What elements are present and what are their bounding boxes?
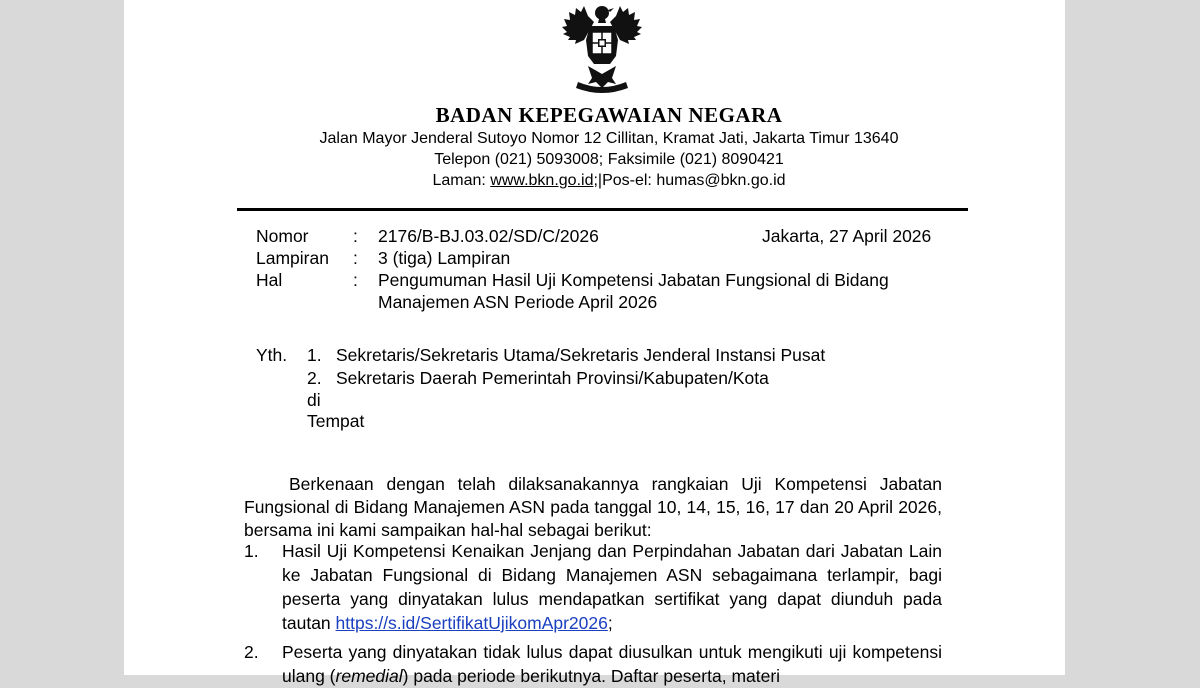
recipient-1-number: 1. bbox=[307, 345, 322, 365]
recipient-2: Sekretaris Daerah Pemerintah Provinsi/Kabupaten/Kota bbox=[336, 368, 769, 388]
point-1 bbox=[244, 539, 942, 635]
point-2-body-b: ) pada periode berikutnya. Daftar peserta, materi bbox=[402, 666, 781, 686]
website-link[interactable]: www.bkn.go.id bbox=[490, 172, 594, 189]
intro-paragraph: Berkenaan dengan telah dilaksanakannya rangkaian Uji Kompetensi Jabatan Fungsional di Bidang Manajemen ASN pada tanggal 10, 14, 15, 16, 17 dan 20 April 2026, bersama ini kami sampaikan hal-hal sebagai berikut: bbox=[244, 474, 942, 540]
yth-label: Yth. bbox=[256, 345, 288, 365]
contact-line bbox=[153, 170, 1065, 191]
letter-date: Jakarta, 27 April 2026 bbox=[762, 226, 932, 246]
point-1-text bbox=[282, 539, 942, 635]
letterhead bbox=[124, 102, 1065, 191]
certificate-link[interactable]: https://s.id/SertifikatUjikomApr2026 bbox=[335, 613, 608, 633]
phone-line: Telepon (021) 5093008; Faksimile (021) 8090421 bbox=[434, 151, 784, 168]
point-2-italic: remedial bbox=[335, 666, 403, 686]
tempat-text: Tempat bbox=[307, 411, 365, 431]
address-line: Jalan Mayor Jenderal Sutoyo Nomor 12 Cillitan, Kramat Jati, Jakarta Timur 13640 bbox=[319, 130, 899, 147]
point-1-end: ; bbox=[607, 613, 613, 633]
nomor-colon: : bbox=[353, 226, 358, 246]
point-2-number: 2. bbox=[244, 642, 259, 662]
hal-label: Hal bbox=[256, 270, 283, 290]
email-text: ;|Pos-el: humas@bkn.go.id bbox=[593, 172, 786, 189]
hal-row bbox=[256, 269, 956, 313]
nomor-label: Nomor bbox=[256, 226, 309, 246]
point-1-body: Hasil Uji Kompetensi Kenaikan Jenjang dan Perpindahan Jabatan dari Jabatan Lain ke Jabatan Fungsional di Bidang Manajemen ASN sebagaimana terlampir, bagi peserta yang dinyatakan lulus mendapatkan sertifikat yang dapat diunduh pada tautan bbox=[282, 541, 942, 633]
garuda-emblem-icon bbox=[538, 0, 666, 98]
document-page bbox=[124, 0, 1065, 686]
recipient-1: Sekretaris/Sekretaris Utama/Sekretaris Jenderal Instansi Pusat bbox=[336, 345, 826, 365]
hal-colon: : bbox=[353, 270, 358, 290]
letterhead-divider bbox=[237, 208, 968, 211]
point-2-body-a: Peserta yang dinyatakan tidak lulus dapat diusulkan untuk mengikuti uji kompetensi ulang ( bbox=[282, 642, 942, 686]
di-text: di bbox=[307, 390, 321, 410]
lampiran-row bbox=[256, 247, 956, 269]
web-label: Laman: bbox=[432, 172, 491, 189]
lampiran-value: 3 (tiga) Lampiran bbox=[378, 248, 511, 268]
hal-value: Pengumuman Hasil Uji Kompetensi Jabatan Fungsional di Bidang Manajemen ASN Periode April 2026 bbox=[378, 270, 889, 312]
lampiran-colon: : bbox=[353, 248, 358, 268]
recipient-2-number: 2. bbox=[307, 368, 322, 388]
organization-name: BADAN KEPEGAWAIAN NEGARA bbox=[435, 103, 783, 127]
point-1-number: 1. bbox=[244, 541, 259, 561]
point-2-text bbox=[282, 640, 942, 688]
point-2 bbox=[244, 640, 942, 688]
lampiran-label: Lampiran bbox=[256, 248, 329, 268]
nomor-value: 2176/B-BJ.03.02/SD/C/2026 bbox=[378, 226, 599, 246]
